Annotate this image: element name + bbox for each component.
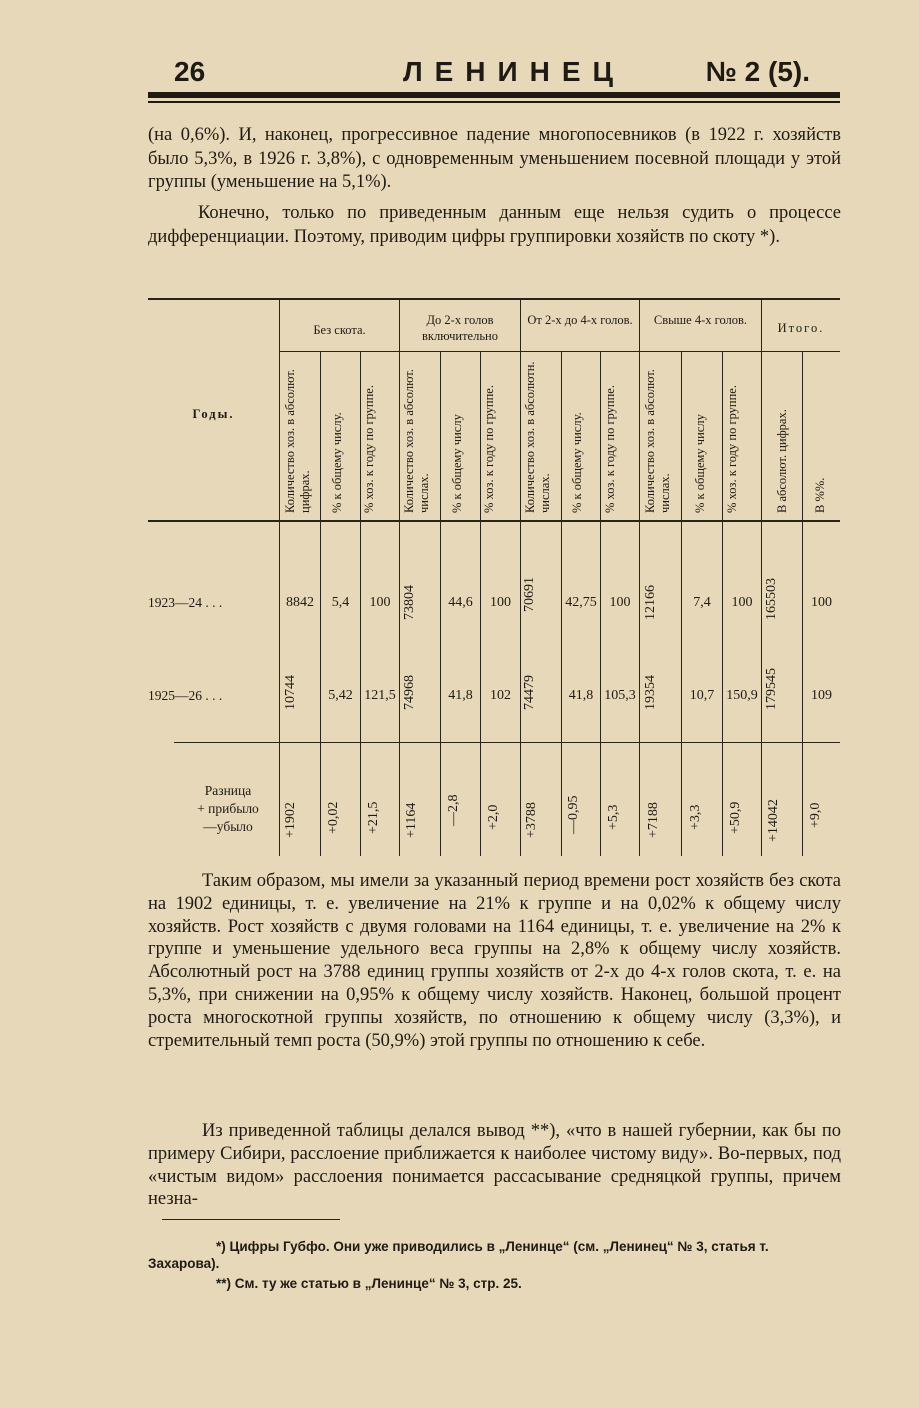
table-cell: 74968 <box>402 675 417 710</box>
table-cell: +9,0 <box>808 802 823 828</box>
table-cell: 41,8 <box>448 688 473 703</box>
journal-title: ЛЕНИНЕЦ <box>402 56 626 87</box>
group-header: От 2-х до 4-х голов. <box>527 313 633 327</box>
table-top-rule <box>148 298 840 300</box>
table-cell: 10744 <box>283 675 298 710</box>
issue-number: № 2 (5). <box>705 56 810 87</box>
subheader-pct-total: % к общему числу. <box>570 412 584 513</box>
paragraph-4: Из приведенной таблицы делался вывод **), «что в нашей губернии, как бы по примеру Сибири, расслоение приближается к наиболее чистому виду». Во-первых, под «чистым видом» расслоения понимается рассасывание средняцкой группы, причем незна- <box>148 1121 841 1210</box>
page-number: 26 <box>174 56 206 87</box>
table-cell: 70691 <box>522 577 537 612</box>
table-cell: 5,4 <box>331 595 350 610</box>
livestock-grouping-table <box>148 298 840 856</box>
subheader-pct-total: % к общему числу <box>693 414 707 513</box>
row-label-difference: Разница + прибыло —убыло <box>197 783 259 834</box>
table-cell: 121,5 <box>364 688 396 703</box>
header-rule-thin <box>148 101 840 103</box>
table-cell: 73804 <box>402 585 417 620</box>
footnote-rule <box>162 1219 340 1220</box>
header-rule-thick <box>148 92 840 98</box>
col-line <box>520 298 521 856</box>
subheader-pct-group: % хоз. к году по группе. <box>362 385 376 513</box>
table-cell: 100 <box>490 595 511 610</box>
table-cell: 41,8 <box>568 688 594 703</box>
subheader-count: Количество хоз. в абсолют. числах. <box>643 369 672 513</box>
table-cell: 105,3 <box>604 688 636 703</box>
table-cell: 165503 <box>764 578 779 620</box>
table-cell: 44,6 <box>448 595 473 610</box>
col-line <box>639 298 640 856</box>
table-cell: 74479 <box>522 675 537 710</box>
table-cell: 100 <box>811 595 832 610</box>
table-cell: 10,7 <box>689 688 715 703</box>
footnote-2: **) См. ту же статью в „Ленинце“ № 3, стр. 25. <box>216 1276 522 1291</box>
table-cell: 100 <box>731 595 753 610</box>
paragraph-2: Конечно, только по приведенным данным еще нельзя судить о процессе дифференциации. Поэтому, приводим цифры группировки хозяйств по скоту *). <box>148 203 841 247</box>
subheader-pct-group: % хоз. к году по группе. <box>603 385 617 513</box>
table-cell: +5,3 <box>606 804 621 830</box>
subheader-pct-group: % хоз. к году по группе. <box>482 385 496 513</box>
table-cell: +1902 <box>283 802 298 838</box>
paragraph-3: Таким образом, мы имели за указанный период времени рост хозяйств без скота на 1902 единицы, т. е. увеличение на 21% к группе и на 0,02% к общему числу хозяйств. Рост хозяйств с двумя головами на 1164 единицы, т. е. увеличение на 2% к группе и уменьшение удельного веса группы на 2,8% к общему числу хозяйств. Абсолютный рост на 3788 единиц группы хозяйств от 2-х до 4-х голов скота, т. е. на 5,3%, при снижении на 0,95% к общему числу хозяйств. Наконец, большой процент роста многоскотной группы хозяйств, по отношению к общему числу (3,3%), и стремительный темп роста (50,9%) этой группы по отношению к себе. <box>148 871 841 1051</box>
table-cell: 150,9 <box>726 688 758 703</box>
diff-row-rule <box>174 742 840 743</box>
table-cell: 7,4 <box>693 595 711 610</box>
table-cell: +1164 <box>404 802 419 838</box>
subheader-count: Количество хоз. в абсолют. числах. <box>402 369 431 513</box>
subheader-pct-total: % к общему числу. <box>330 412 344 513</box>
table-cell: 42,75 <box>565 595 597 610</box>
subheader-pct-pct: В %%. <box>813 477 827 513</box>
subheader-abs-total: В абсолют. цифрах. <box>775 409 789 513</box>
row-label-1923: 1923—24 . . . <box>148 595 223 610</box>
table-cell: 100 <box>369 595 391 610</box>
table-cell: +21,5 <box>366 801 381 834</box>
footnote-1: *) Цифры Губфо. Они уже приводились в „Ленинце“ (см. „Ленинец“ № 3, статья т. Захарова). <box>148 1239 769 1271</box>
header-bottom-rule <box>148 520 840 522</box>
subheader-count: Количество хоз. в абсолют. цифрах. <box>283 369 312 513</box>
paragraph-1: (на 0,6%). И, наконец, прогрессивное падение многопосевников (в 1922 г. хозяйств было 5,3%, в 1926 г. 3,8%), с одновременным уменьшением посевной площади у этой группы (уменьшение на 5,1%). <box>148 125 841 192</box>
table-cell: 100 <box>609 595 631 610</box>
running-header <box>148 52 840 92</box>
table-cell: 109 <box>811 688 832 703</box>
group-header: Без скота. <box>313 323 366 337</box>
table-cell: 8842 <box>286 595 314 610</box>
table-cell: +7188 <box>646 802 661 838</box>
years-header: Годы. <box>192 407 235 421</box>
table-cell: +50,9 <box>728 801 743 834</box>
table-cell: 19354 <box>643 675 658 710</box>
table-cell: 179545 <box>764 668 779 710</box>
table-cell: +3788 <box>524 802 539 838</box>
table-cell: —2,8 <box>446 794 461 826</box>
table-cell: 5,42 <box>328 688 353 703</box>
table-cell: +3,3 <box>688 804 703 830</box>
table-cell: 12166 <box>643 585 658 620</box>
table-cell: +0,02 <box>326 801 341 834</box>
subheader-pct-total: % к общему числу <box>450 414 464 513</box>
table-cell: 102 <box>490 688 511 703</box>
group-header-rule <box>280 351 840 352</box>
col-line <box>279 298 280 856</box>
subheader-count: Количество хоз. в абсолютн. числах. <box>523 361 552 513</box>
table-cell: +14042 <box>766 799 781 842</box>
table-cell: —0,95 <box>566 795 581 834</box>
group-header: Итого. <box>777 321 825 335</box>
group-header: До 2-х голов включительно <box>422 313 498 343</box>
col-line <box>761 298 762 856</box>
table-cell: +2,0 <box>486 804 501 830</box>
row-label-1925: 1925—26 . . . <box>148 688 223 703</box>
col-line <box>399 298 400 856</box>
subheader-pct-group: % хоз. к году по группе. <box>725 385 739 513</box>
group-header: Свыше 4-х голов. <box>653 313 748 327</box>
